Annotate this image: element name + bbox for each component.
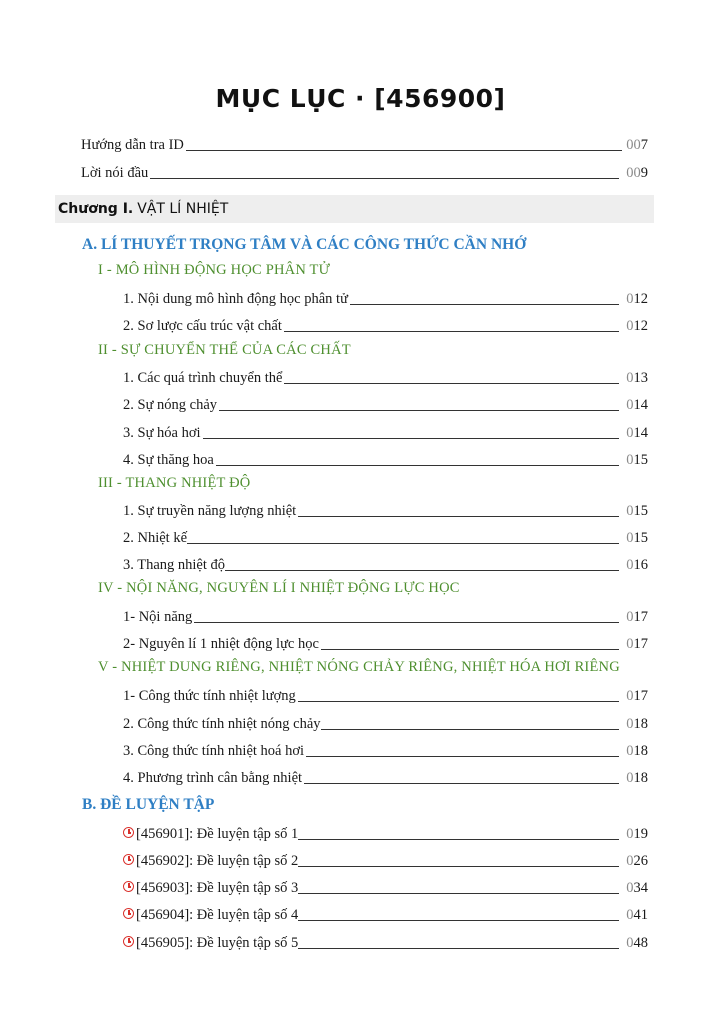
page-number: 012 [626, 318, 648, 334]
toc-entry-label: Lời nói đầu [81, 165, 149, 181]
clock-icon [123, 908, 134, 919]
toc-entry-label: 1. Nội dung mô hình động học phân tử [123, 291, 348, 307]
toc-entry[interactable] [0, 288, 721, 308]
dot-leader [298, 893, 619, 894]
clock-icon [123, 936, 134, 947]
exam-entry[interactable] [0, 877, 721, 897]
toc-entry-label: 2. Sự nóng chảy [123, 397, 218, 413]
toc-entry-label: 4. Phương trình cân bằng nhiệt [123, 770, 303, 786]
toc-entry-label: [456904]: Đề luyện tập số 4 [123, 906, 298, 924]
clock-icon [123, 854, 134, 865]
subsection-heading-5[interactable]: V - NHIỆT DUNG RIÊNG, NHIỆT NÓNG CHẢY RIÊNG, NHIỆT HÓA HƠI RIÊNG [98, 659, 620, 675]
toc-entry-label: 2. Sơ lược cấu trúc vật chất [123, 318, 282, 334]
dot-leader [284, 383, 619, 384]
toc-entry-label: 1. Các quá trình chuyển thể [123, 370, 283, 386]
page-number: 017 [626, 636, 648, 652]
page-number: 019 [626, 826, 648, 842]
subsection-heading-3[interactable]: III - THANG NHIỆT ĐỘ [98, 475, 251, 491]
toc-entry[interactable] [0, 633, 721, 653]
toc-entry-label: 1- Nội năng [123, 609, 193, 625]
page-number: 018 [626, 770, 648, 786]
toc-entry-label: 3. Thang nhiệt độ [123, 557, 226, 573]
toc-entry[interactable] [0, 394, 721, 414]
toc-entry-front-2[interactable] [0, 162, 721, 182]
page-number: 034 [626, 880, 648, 896]
toc-entry-label: 2. Công thức tính nhiệt nóng chảy [123, 716, 321, 732]
toc-entry-label: [456905]: Đề luyện tập số 5 [123, 934, 298, 952]
toc-entry-label: 1- Công thức tính nhiệt lượng [123, 688, 296, 704]
page-number: 015 [626, 452, 648, 468]
page-number: 018 [626, 716, 648, 732]
toc-entry-label: [456902]: Đề luyện tập số 2 [123, 852, 298, 870]
section-a-heading[interactable]: A. LÍ THUYẾT TRỌNG TÂM VÀ CÁC CÔNG THỨC CẦN NHỚ [82, 236, 527, 253]
toc-entry[interactable] [0, 527, 721, 547]
page-number: 017 [626, 609, 648, 625]
toc-entry[interactable] [0, 449, 721, 469]
dot-leader [304, 783, 619, 784]
clock-icon [123, 881, 134, 892]
page-number: 015 [626, 530, 648, 546]
subsection-heading-2[interactable]: II - SỰ CHUYỂN THỂ CỦA CÁC CHẤT [98, 342, 351, 358]
chapter-heading[interactable] [55, 195, 654, 223]
dot-leader [298, 866, 619, 867]
page-number: 014 [626, 425, 648, 441]
toc-entry[interactable] [0, 315, 721, 335]
dot-leader [321, 729, 619, 730]
toc-entry-front-1[interactable] [0, 134, 721, 154]
dot-leader [194, 622, 619, 623]
toc-entry-label: 3. Công thức tính nhiệt hoá hơi [123, 743, 305, 759]
page-number: 018 [626, 743, 648, 759]
exam-entry[interactable] [0, 904, 721, 924]
subsection-heading-4[interactable]: IV - NỘI NĂNG, NGUYÊN LÍ I NHIỆT ĐỘNG LỰC HỌC [98, 580, 460, 596]
dot-leader [298, 839, 619, 840]
toc-entry[interactable] [0, 685, 721, 705]
dot-leader [298, 701, 619, 702]
page-number: 041 [626, 907, 648, 923]
dot-leader [298, 516, 619, 517]
toc-entry-label: Hướng dẫn tra ID [81, 137, 184, 153]
toc-entry-label: [456903]: Đề luyện tập số 3 [123, 879, 298, 897]
dot-leader [284, 331, 619, 332]
toc-entry-label: 2- Nguyên lí 1 nhiệt động lực học [123, 636, 319, 652]
dot-leader [225, 570, 619, 571]
toc-entry[interactable] [0, 767, 721, 787]
toc-entry-label: 1. Sự truyền năng lượng nhiệt [123, 503, 297, 519]
dot-leader [306, 756, 619, 757]
subsection-heading-1[interactable]: I - MÔ HÌNH ĐỘNG HỌC PHÂN TỬ [98, 262, 331, 278]
toc-entry[interactable] [0, 713, 721, 733]
toc-entry[interactable] [0, 500, 721, 520]
page-number: 016 [626, 557, 648, 573]
toc-entry[interactable] [0, 606, 721, 626]
toc-entry[interactable] [0, 422, 721, 442]
dot-leader [187, 543, 619, 544]
page-number: 026 [626, 853, 648, 869]
toc-entry[interactable] [0, 554, 721, 574]
page-number: 017 [626, 688, 648, 704]
dot-leader [216, 465, 619, 466]
page-number: 048 [626, 935, 648, 951]
page-number: 009 [626, 165, 648, 181]
dot-leader [186, 150, 622, 151]
chapter-name: VẬT LÍ NHIỆT [137, 201, 229, 217]
exam-entry[interactable] [0, 932, 721, 952]
page-number: 007 [626, 137, 648, 153]
dot-leader [321, 649, 619, 650]
toc-entry[interactable] [0, 740, 721, 760]
toc-entry[interactable] [0, 367, 721, 387]
toc-entry-label: 3. Sự hóa hơi [123, 425, 201, 441]
clock-icon [123, 827, 134, 838]
page-title: MỤC LỤC · [456900] [215, 84, 506, 113]
dot-leader [298, 920, 619, 921]
exam-entry[interactable] [0, 850, 721, 870]
page-number: 014 [626, 397, 648, 413]
dot-leader [298, 948, 619, 949]
dot-leader [350, 304, 619, 305]
page-number: 015 [626, 503, 648, 519]
toc-entry-label: [456901]: Đề luyện tập số 1 [123, 825, 298, 843]
exam-entry[interactable] [0, 823, 721, 843]
section-b-heading[interactable]: B. ĐỀ LUYỆN TẬP [82, 796, 215, 813]
page-number: 013 [626, 370, 648, 386]
page-number: 012 [626, 291, 648, 307]
dot-leader [219, 410, 619, 411]
dot-leader [203, 438, 619, 439]
toc-entry-label: 2. Nhiệt kế [123, 530, 188, 546]
toc-entry-label: 4. Sự thăng hoa [123, 452, 214, 468]
chapter-number: Chương I. [58, 201, 134, 217]
dot-leader [150, 178, 619, 179]
